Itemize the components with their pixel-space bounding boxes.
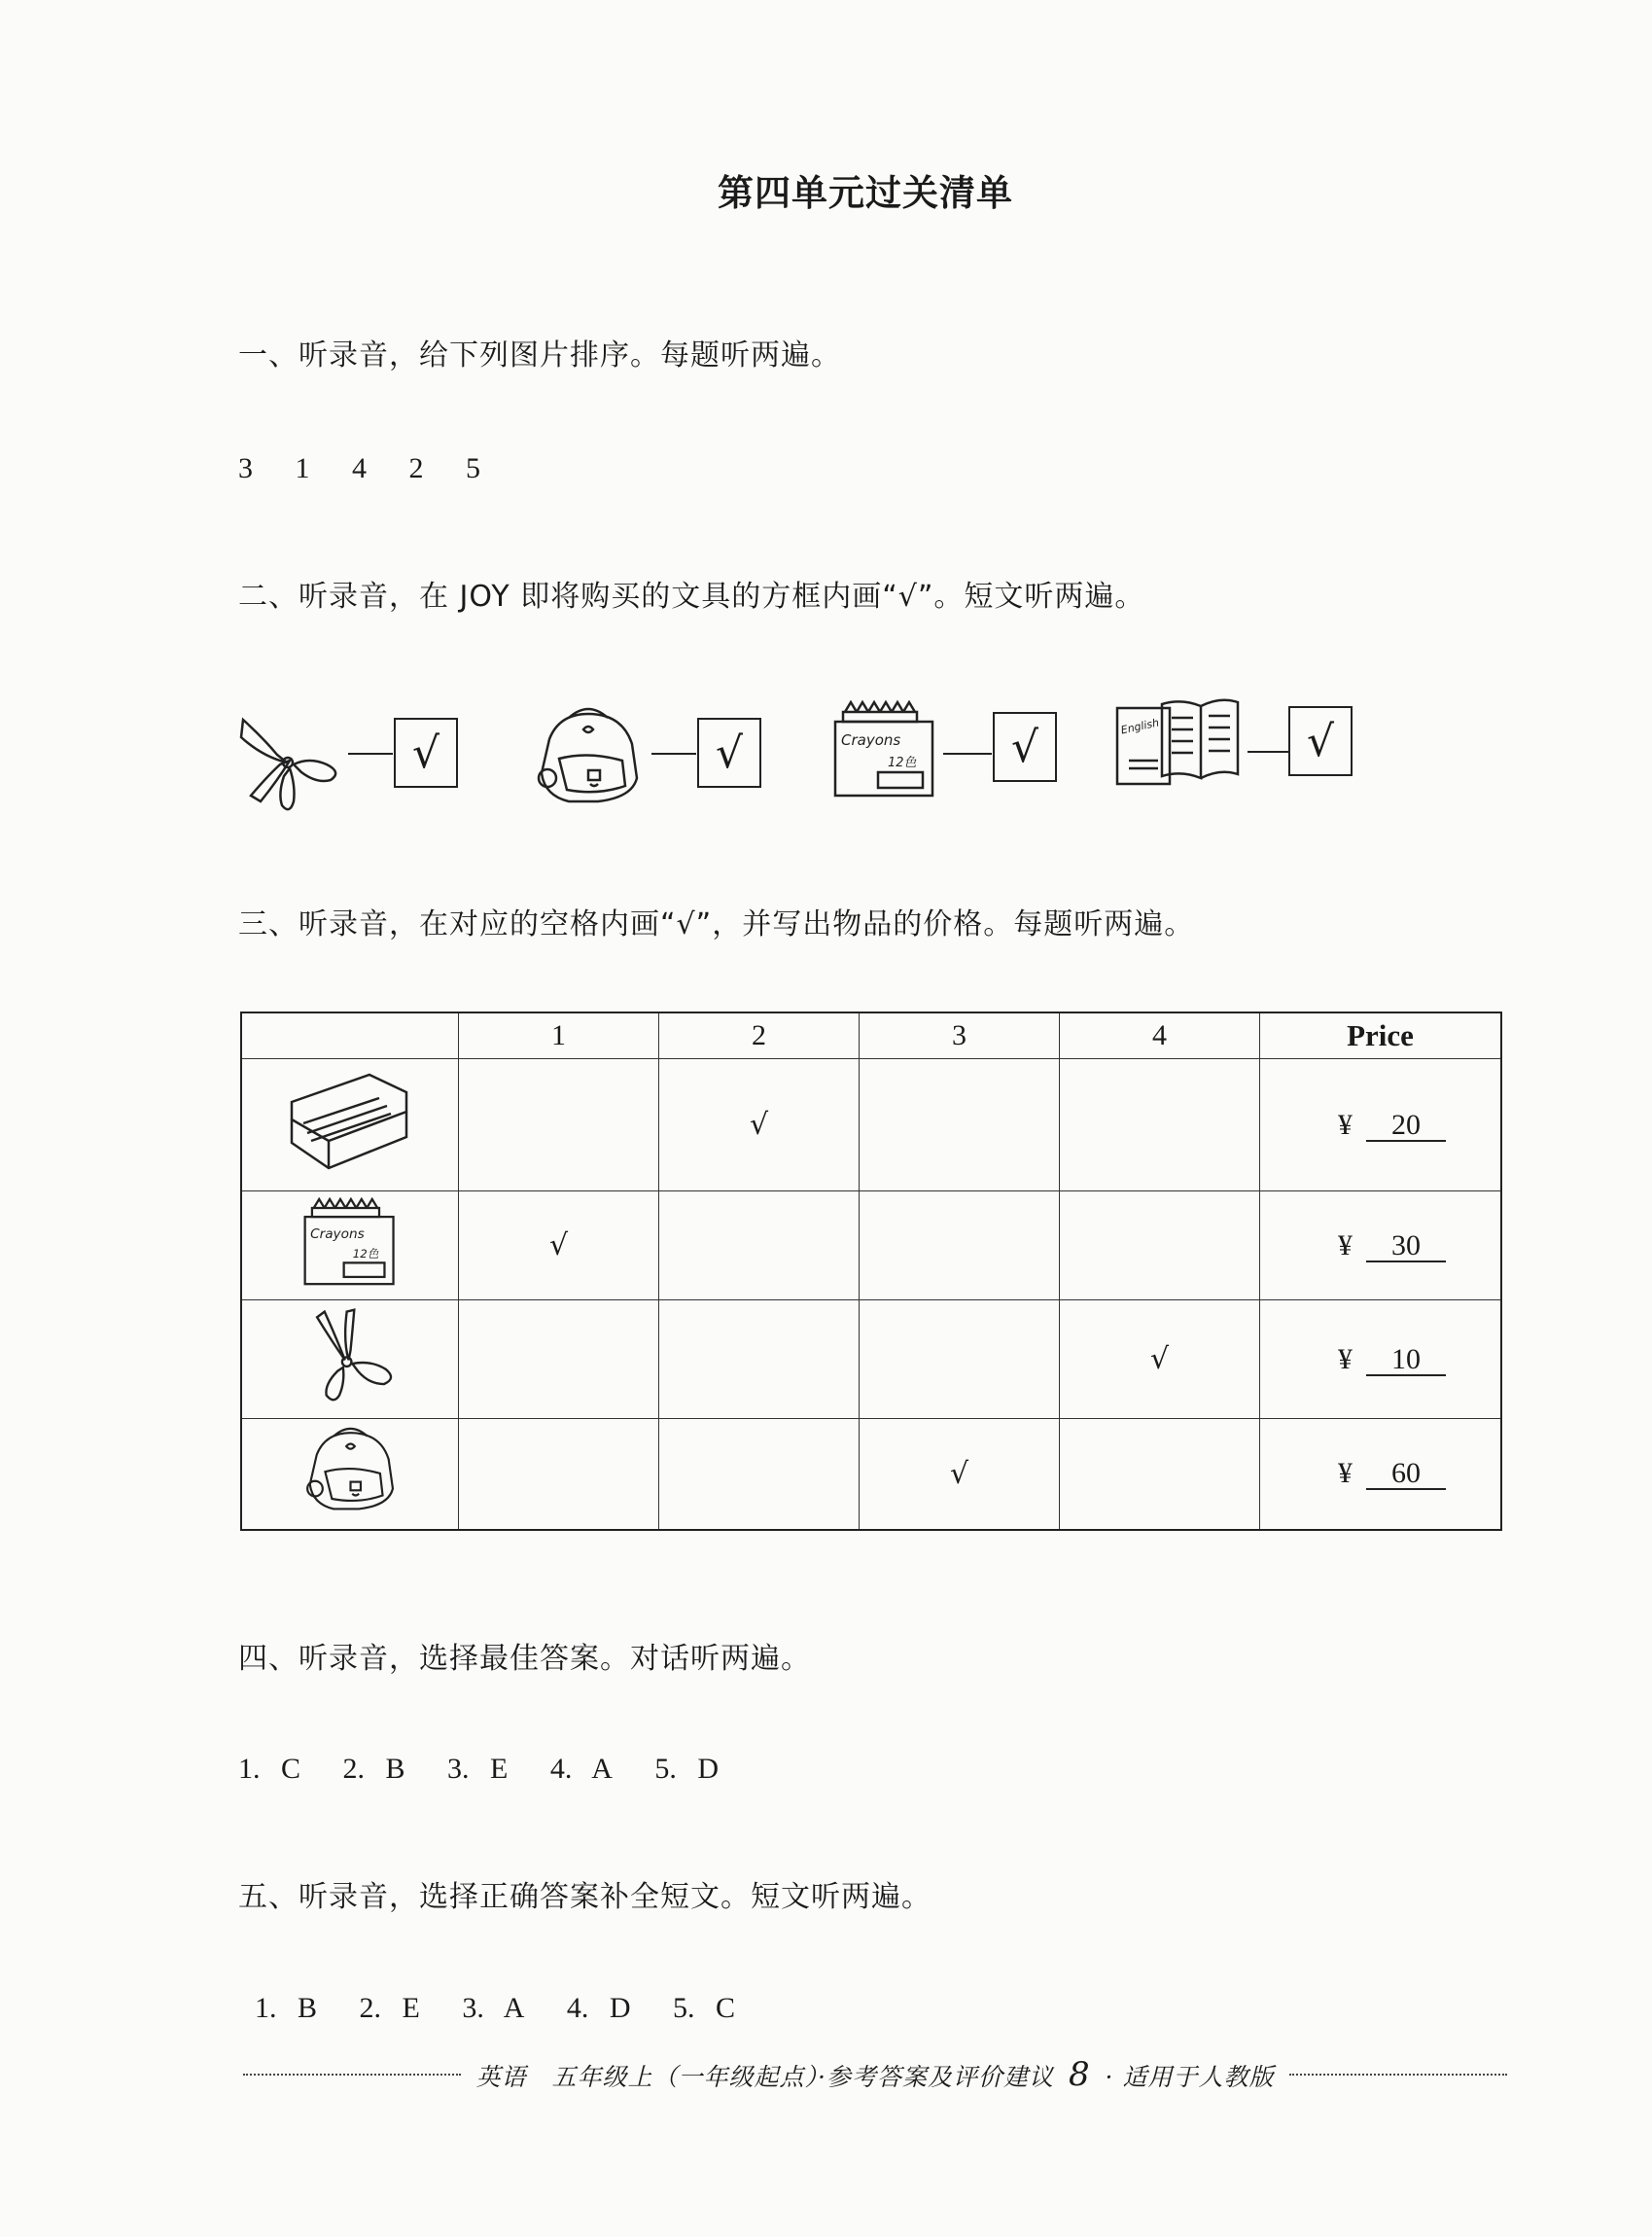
answer-item: 4 xyxy=(352,452,367,484)
table-cell xyxy=(1060,1059,1260,1191)
footer-left-text: 英语 五年级上（一年级起点）·参考答案及评价建议 xyxy=(475,2063,1054,2091)
checkbox: √ xyxy=(394,718,458,788)
answer-item: 1 xyxy=(295,452,310,484)
table-header-cell: 1 xyxy=(459,1012,659,1059)
checkbox: √ xyxy=(1288,706,1353,776)
crayons-box-icon xyxy=(301,1195,399,1289)
answer-item: 4. A xyxy=(549,1753,613,1785)
table-cell xyxy=(459,1059,659,1191)
svg-text:Crayons: Crayons xyxy=(310,1225,365,1242)
price-cell xyxy=(1260,1191,1502,1300)
table-cell xyxy=(1060,1191,1260,1300)
table-cell: √ xyxy=(1060,1300,1260,1419)
pencil-case-icon xyxy=(282,1063,418,1180)
answer-item: 3. A xyxy=(462,1992,525,2024)
answer-item: 4. D xyxy=(566,1992,631,2024)
price-cell xyxy=(1260,1419,1502,1530)
answer-item: 1. C xyxy=(238,1753,301,1785)
table-header-cell: 3 xyxy=(860,1012,1060,1059)
footer-text xyxy=(461,2055,1290,2094)
answer-item: 2. B xyxy=(342,1753,405,1785)
scissors-icon xyxy=(233,708,345,815)
svg-text:Crayons: Crayons xyxy=(841,731,901,749)
picture-item xyxy=(530,681,841,827)
checkbox: √ xyxy=(993,712,1057,782)
price-cell xyxy=(1260,1059,1502,1191)
row-picture xyxy=(241,1191,459,1300)
row-picture xyxy=(241,1300,459,1419)
currency-symbol: ¥ xyxy=(1338,1228,1353,1261)
footer-dotted-line xyxy=(243,2074,461,2076)
table-row xyxy=(241,1419,1501,1530)
backpack-icon xyxy=(299,1421,402,1518)
table-row xyxy=(241,1300,1501,1419)
currency-symbol: ¥ xyxy=(1338,1108,1353,1141)
page-title: 第四单元过关清单 xyxy=(718,171,1013,214)
table-row xyxy=(241,1191,1501,1300)
section3-heading: 三、听录音，在对应的空格内画“√”，并写出物品的价格。每题听两遍。 xyxy=(238,907,1195,941)
table-cell xyxy=(860,1059,1060,1191)
answer-item: 5. C xyxy=(673,1992,736,2024)
table-cell xyxy=(659,1300,860,1419)
answer-item: 5. D xyxy=(654,1753,720,1785)
table-header-row xyxy=(241,1012,1501,1059)
crayons-box-icon xyxy=(831,698,938,800)
connector-line xyxy=(1248,751,1288,753)
table-cell xyxy=(659,1191,860,1300)
connector-line xyxy=(348,753,393,755)
picture-item xyxy=(233,681,545,827)
svg-text:12色: 12色 xyxy=(352,1246,379,1261)
section5-answers xyxy=(255,1992,756,2025)
picture-item xyxy=(831,681,1142,827)
table-cell xyxy=(860,1191,1060,1300)
answer-item: 3 xyxy=(238,452,253,484)
currency-symbol: ¥ xyxy=(1338,1342,1353,1375)
table-cell xyxy=(659,1419,860,1530)
price-cell xyxy=(1260,1300,1502,1419)
svg-text:12色: 12色 xyxy=(888,756,917,770)
price-value: 60 xyxy=(1366,1459,1446,1490)
answer-item: 1. B xyxy=(255,1992,318,2024)
footer-right-text: · 适用于人教版 xyxy=(1105,2063,1275,2091)
answer-table xyxy=(240,1012,1502,1531)
section1-heading: 一、听录音，给下列图片排序。每题听两遍。 xyxy=(238,338,841,373)
table-header-price: Price xyxy=(1260,1012,1502,1059)
section4-heading: 四、听录音，选择最佳答案。对话听两遍。 xyxy=(238,1642,811,1676)
table-cell xyxy=(459,1300,659,1419)
row-picture xyxy=(241,1419,459,1530)
answer-item: 2 xyxy=(408,452,424,484)
section2-heading: 二、听录音，在 JOY 即将购买的文具的方框内画“√”。短文听两遍。 xyxy=(238,580,1145,614)
answer-item: 2. E xyxy=(359,1992,420,2024)
table-header-cell: 4 xyxy=(1060,1012,1260,1059)
page-number: 8 xyxy=(1068,2055,1091,2094)
table-cell: √ xyxy=(860,1419,1060,1530)
backpack-icon xyxy=(530,700,647,812)
price-value: 10 xyxy=(1366,1345,1446,1376)
table-row xyxy=(241,1059,1501,1191)
picture-item xyxy=(1113,681,1424,827)
connector-line xyxy=(943,753,992,755)
table-header-cell: 2 xyxy=(659,1012,860,1059)
answer-item: 3. E xyxy=(447,1753,509,1785)
connector-line xyxy=(651,753,696,755)
footer-dotted-line xyxy=(1289,2074,1507,2076)
section4-answers xyxy=(238,1753,740,1786)
price-value: 20 xyxy=(1366,1111,1446,1142)
currency-symbol: ¥ xyxy=(1338,1457,1353,1490)
section1-answers xyxy=(238,452,502,485)
table-header-blank xyxy=(241,1012,459,1059)
table-cell xyxy=(459,1419,659,1530)
section5-heading: 五、听录音，选择正确答案补全短文。短文听两遍。 xyxy=(238,1880,931,1914)
page-footer xyxy=(243,2055,1507,2094)
english-books-icon xyxy=(1113,691,1245,798)
price-value: 30 xyxy=(1366,1231,1446,1262)
table-cell xyxy=(860,1300,1060,1419)
section2-picture-row xyxy=(233,681,1400,827)
svg-text:English: English xyxy=(1119,716,1161,737)
answer-item: 5 xyxy=(466,452,480,484)
row-picture xyxy=(241,1059,459,1191)
table-cell: √ xyxy=(659,1059,860,1191)
scissors-icon xyxy=(297,1304,404,1406)
table-cell: √ xyxy=(459,1191,659,1300)
checkbox: √ xyxy=(697,718,761,788)
table-cell xyxy=(1060,1419,1260,1530)
